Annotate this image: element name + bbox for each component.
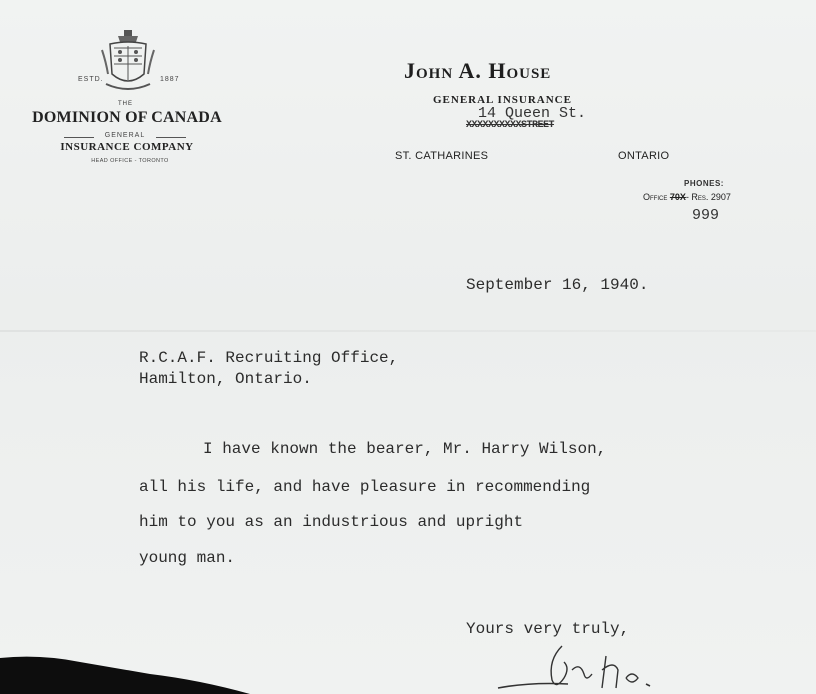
- logo-general: GENERAL: [60, 132, 190, 142]
- body-line4: young man.: [139, 549, 236, 567]
- body-line1: I have known the bearer, Mr. Harry Wilson,: [203, 440, 607, 458]
- letterhead-province: ONTARIO: [618, 150, 670, 162]
- phones-label: PHONES:: [684, 179, 724, 188]
- letterhead-city: ST. CATHARINES: [395, 150, 489, 162]
- closing: Yours very truly,: [466, 620, 630, 638]
- body-line3: him to you as an industrious and upright: [139, 513, 524, 531]
- letterhead-address-struck: XXXXXXXXXXSTREET: [466, 120, 555, 131]
- logo-company-line1: DOMINION OF CANADA: [32, 109, 222, 126]
- torn-paper-edge: [0, 648, 250, 694]
- letterhead-subtitle: GENERAL INSURANCE: [433, 94, 572, 106]
- paper-fold: [0, 330, 816, 332]
- logo-head-office: HEAD OFFICE - TORONTO: [91, 158, 169, 164]
- body-line2: all his life, and have pleasure in recommending: [139, 478, 591, 496]
- signature-icon: [490, 640, 690, 694]
- office-typed-number: 999: [692, 207, 720, 224]
- logo-company-line2: INSURANCE COMPANY: [60, 141, 194, 153]
- letter-date: September 16, 1940.: [466, 276, 649, 294]
- office-struck-number: 70X: [669, 192, 686, 202]
- logo-est-left: ESTD.: [78, 76, 104, 83]
- office-label: Office: [643, 192, 668, 202]
- recipient-line1: R.C.A.F. Recruiting Office,: [139, 349, 399, 367]
- coat-of-arms-icon: [100, 30, 156, 96]
- phone-line: [643, 192, 731, 202]
- recipient-line2: Hamilton, Ontario.: [139, 370, 312, 388]
- logo-the: THE: [118, 101, 133, 107]
- letterhead-name: John A. House: [404, 58, 552, 83]
- residence-phone: - Res. 2907: [685, 192, 731, 202]
- letterhead-address-typed: 14 Queen St.: [478, 105, 587, 122]
- logo-est-right: 1887: [160, 76, 180, 83]
